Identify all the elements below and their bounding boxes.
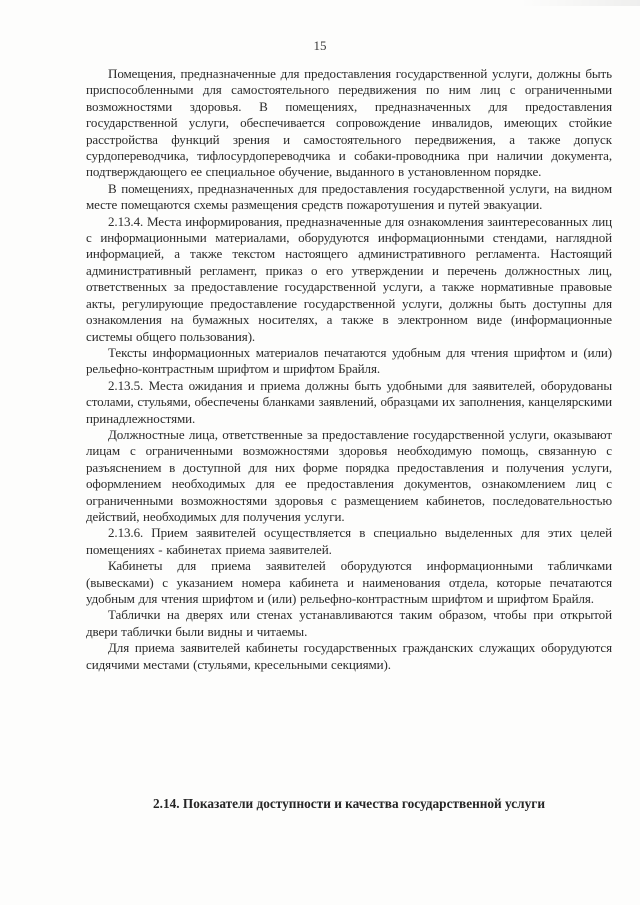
paragraph-office-signs: Кабинеты для приема заявителей оборудуются информационными табличками (вывесками) с указанием номера кабинета и наименования отдела, которые печатаются удобным для чтения шрифтом и (или) рельефно-контрастным шрифтом и шрифтом Брайля. [86, 558, 612, 606]
section-heading: 2.14. Показатели доступности и качества государственной услуги [152, 796, 545, 811]
paragraph-fire-evacuation-schemes: В помещениях, предназначенных для предоставления государственной услуги, на видном месте помещаются схемы размещения средств пожаротушения и путей эвакуации. [86, 180, 612, 213]
paragraph-2-13-4-information-places: 2.13.4. Места информирования, предназначенные для ознакомления заинтересованных лиц с информационными материалами, оборудуются информационными стендами, наглядной информацией, а также текстом настоящего административного регламента. Настоящий административный регламент, приказ о его утверждении и перечень должностных лиц, ответственных за предоставление государственной услуги, а также нормативные правовые акты, регулирующие предоставление государственной услуги, должны быть доступны для ознакомления на бумажных носителях, а также в электронном виде (информационные системы общего пользования). [86, 213, 612, 344]
paragraph-door-plates: Таблички на дверях или стенах устанавливаются таким образом, чтобы при открытой двери таблички были видны и читаемы. [86, 607, 612, 639]
paragraph-2-13-6-reception: 2.13.6. Прием заявителей осуществляется в специально выделенных для этих целей помещениях - кабинетах приема заявителей. [86, 525, 612, 557]
paragraph-officials-assistance: Должностные лица, ответственные за предоставление государственной услуги, оказывают лицам с ограниченными возможностями здоровья необходимую помощь, связанную с разъяснением в доступной для них форме порядка предоставления и получения услуги, оформлением необходимых для ее предоставления документов, ознакомлением лиц с ограниченными возможностями здоровья с размещением кабинетов, последовательностью действий, необходимых для получения услуги. [86, 426, 612, 524]
paragraph-information-materials-font: Тексты информационных материалов печатаются удобным для чтения шрифтом и (или) рельефно-контрастным шрифтом и шрифтом Брайля. [86, 344, 612, 377]
page-number: 15 [313, 38, 327, 53]
paragraph-premises-accessibility: Помещения, предназначенные для предоставления государственной услуги, должны быть приспособленными для самостоятельного передвижения по ним лиц с ограниченными возможностями здоровья. В помещениях, предназначенных для предоставления государственной услуги, обеспечивается сопровождение инвалидов, имеющих стойкие расстройства функций зрения и самостоятельного передвижения, а также допуск сурдопереводчика, тифлосурдопереводчика и собаки-проводника при наличии документа, подтверждающего ее специальное обучение, выданного в установленном порядке. [86, 66, 612, 180]
scan-edge-mark [520, 0, 640, 6]
document-body [86, 66, 612, 673]
paragraph-seating: Для приема заявителей кабинеты государственных гражданских служащих оборудуются сидячими местами (стульями, кресельными секциями). [86, 640, 612, 672]
paragraph-2-13-5-waiting-places: 2.13.5. Места ожидания и приема должны быть удобными для заявителей, оборудованы столами, стульями, обеспечены бланками заявлений, образцами их заполнения, канцелярскими принадлежностями. [86, 377, 612, 426]
